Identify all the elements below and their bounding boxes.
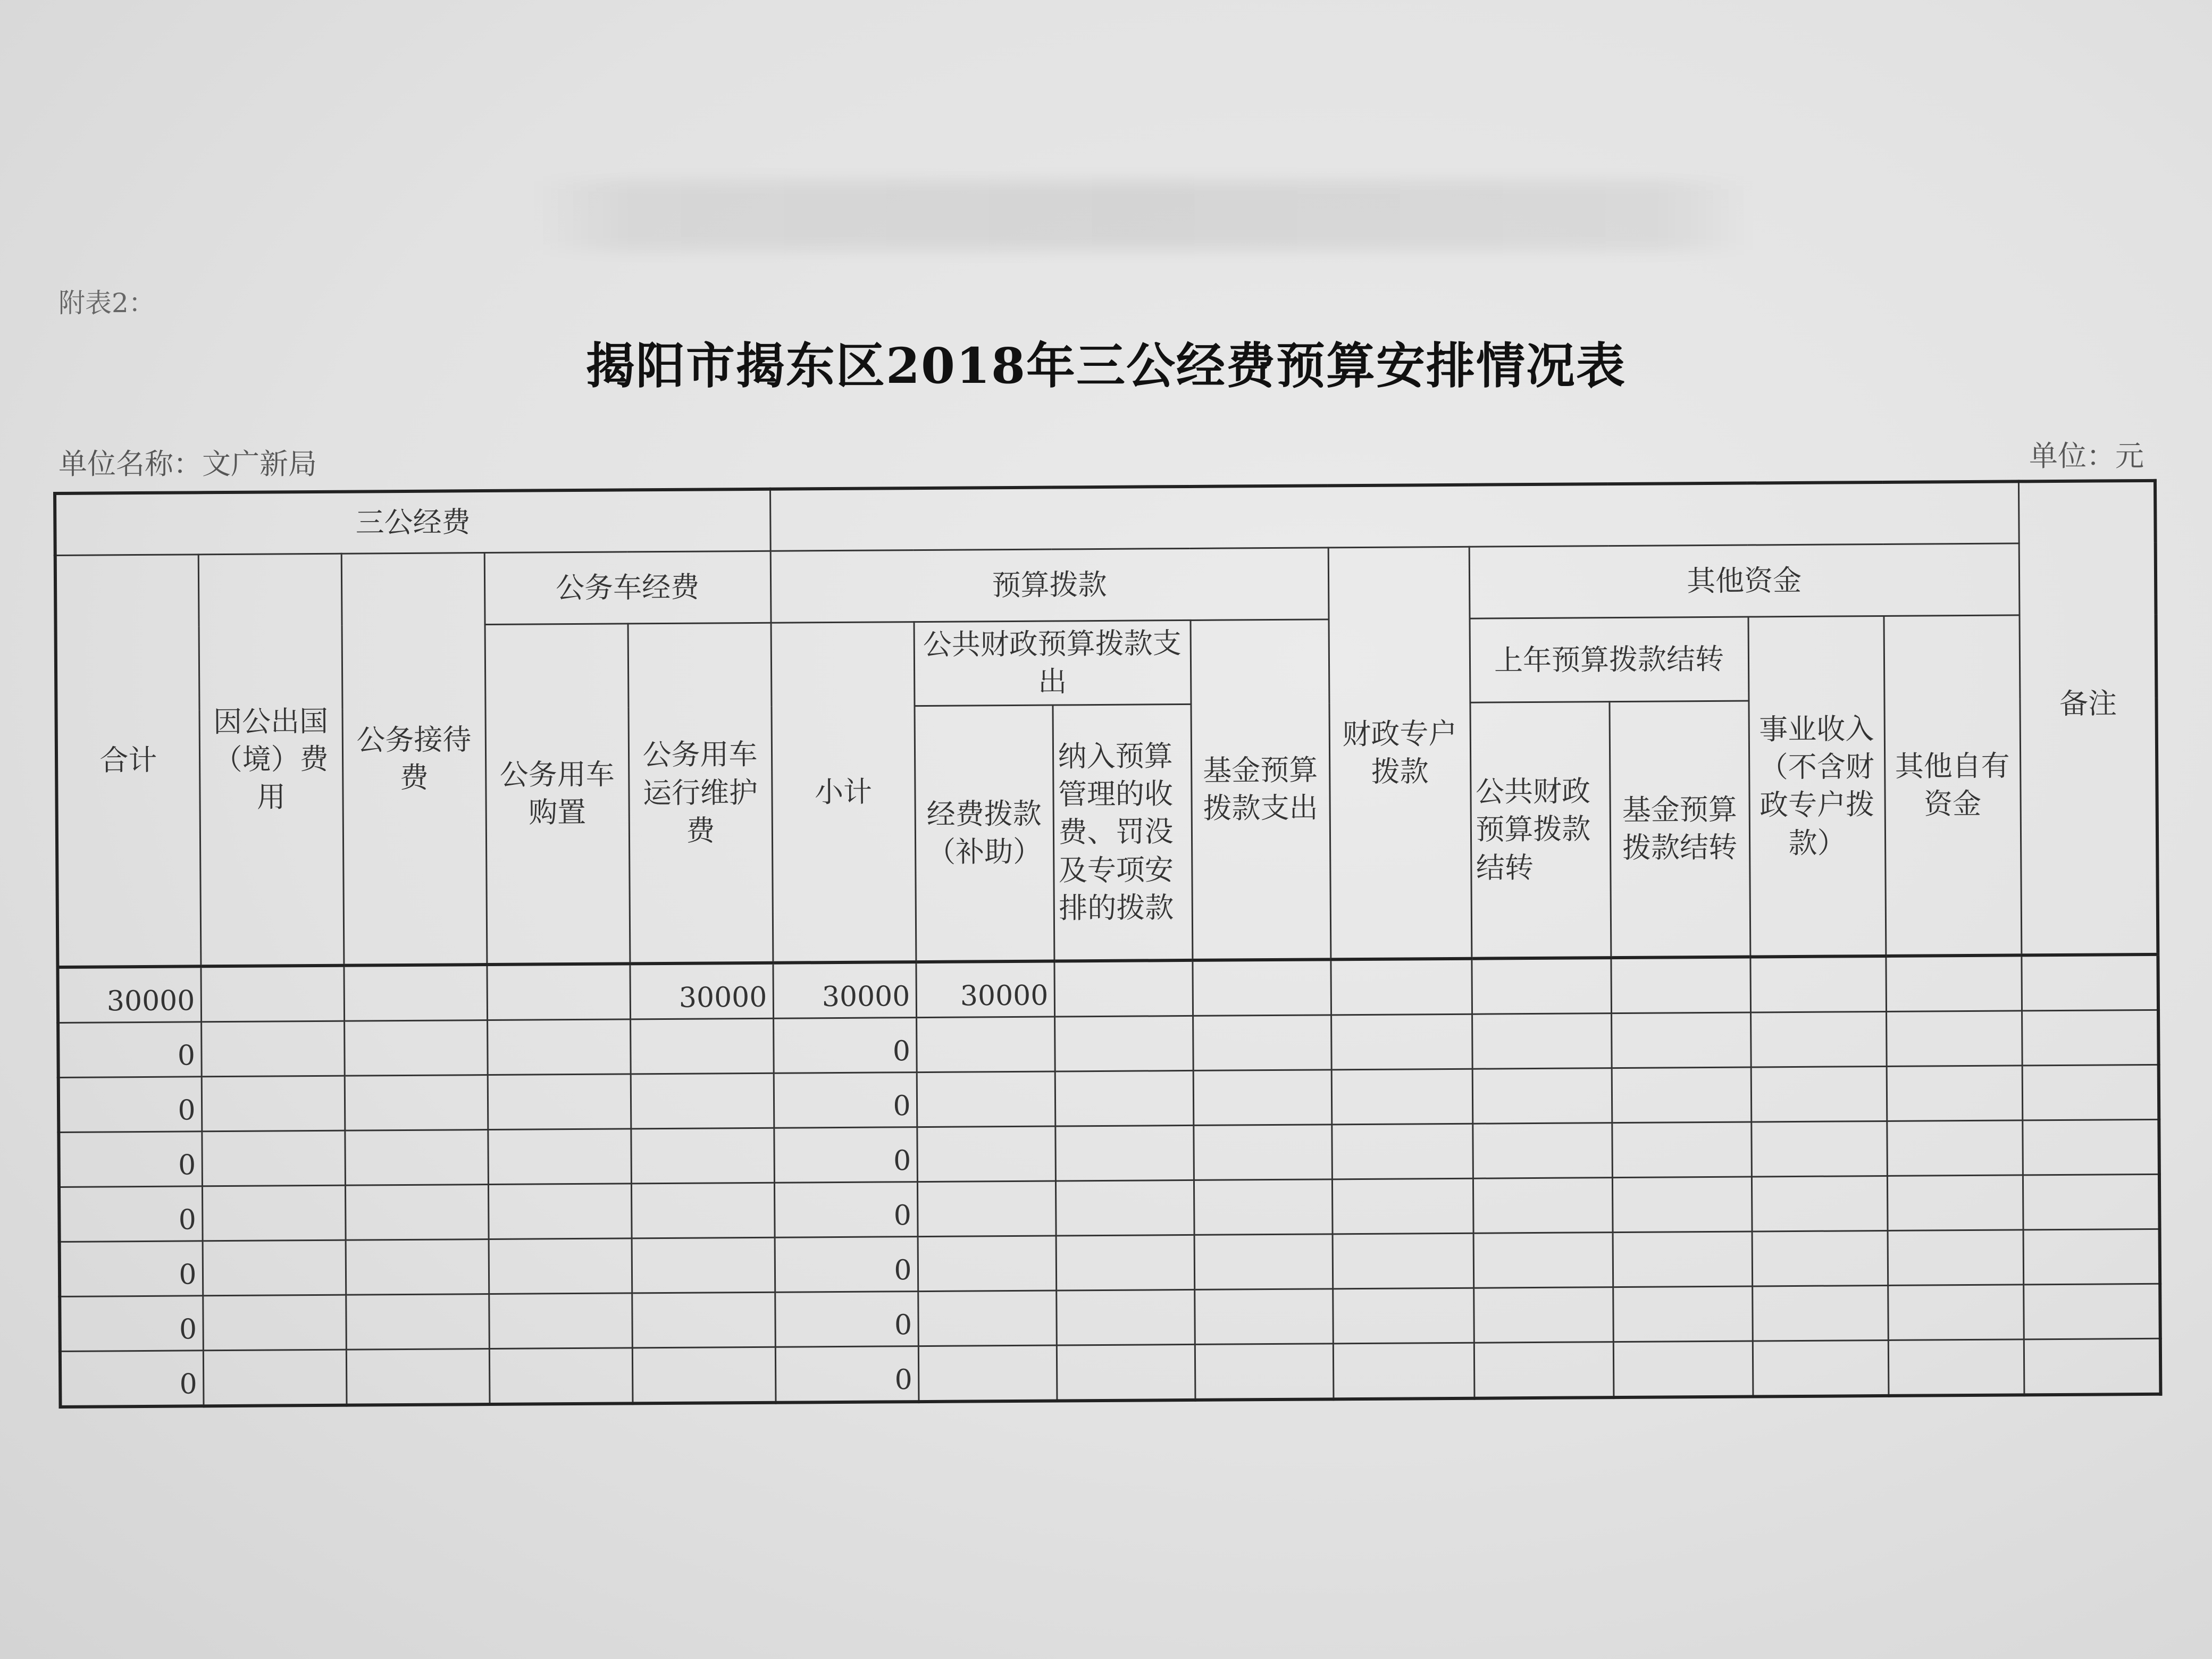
table-cell: 30000 [916,961,1054,1017]
table-cell [1333,1233,1474,1289]
table-cell: 0 [774,1182,918,1237]
header-fees-fines: 纳入预算管理的收费、罚没及专项安排的拨款 [1052,704,1192,961]
table-cell [1473,1287,1613,1343]
table-cell [1887,1120,2023,1176]
table-cell [1750,1011,1887,1067]
table-cell [202,1076,345,1132]
table-cell [488,1128,631,1184]
table-cell: 0 [60,1241,203,1296]
table-cell [1612,1122,1752,1178]
table-cell [1472,1068,1612,1124]
table-cell [202,1185,346,1241]
table-cell [1752,1285,1888,1341]
table-cell [1613,1341,1753,1397]
header-abroad: 因公出国（境）费用 [198,554,344,966]
table-body [57,954,2160,1406]
table-cell [1055,1070,1194,1126]
table-cell [1195,1343,1334,1400]
table-cell [631,1128,774,1184]
header-public-finance: 公共财政预算拨款支出 [914,620,1191,706]
header-car-maintenance: 公务用车运行维护费 [628,623,773,963]
table-cell [2021,954,2158,1010]
table-cell [346,1348,490,1405]
table-cell [346,1294,489,1350]
table-cell [1473,1177,1613,1233]
table-cell [488,1074,631,1129]
table-cell [1750,956,1886,1012]
table-cell [2022,1010,2159,1066]
table-cell [1331,1069,1473,1125]
table-cell: 0 [59,1186,203,1242]
table-cell [918,1291,1057,1346]
table-cell [1192,959,1331,1016]
page-title: 揭阳市揭东区2018年三公经费预算安排情况表 [585,337,1627,395]
table-cell: 0 [775,1236,918,1292]
table-cell: 30000 [630,962,773,1019]
table-cell [916,1017,1055,1073]
table-cell: 0 [775,1291,918,1347]
header-public-carryover: 公共财政预算拨款结转 [1470,701,1611,958]
header-subtotal: 小计 [771,622,916,963]
table-cell [489,1293,632,1348]
table-cell [1888,1229,2024,1285]
table-cell [1057,1344,1195,1401]
table-cell [1471,958,1611,1014]
table-cell [1611,957,1750,1013]
table-cell [1332,1178,1473,1234]
table-cell [1887,1175,2023,1230]
unit-name-label: 单位名称： [58,447,202,481]
header-carryover: 上年预算拨款结转 [1470,617,1749,702]
table-cell [1055,1125,1194,1181]
table-cell [1474,1342,1614,1398]
attachment-label: 附表2： [58,288,155,319]
header-business-income: 事业收入（不含财政专户拨款） [1748,616,1886,957]
table-cell: 0 [60,1295,203,1351]
header-funding: 经费拨款（补助） [915,705,1054,962]
table-cell [2022,1065,2159,1120]
table-cell [631,1183,775,1238]
table-cell [1751,1121,1887,1177]
table-cell [1752,1176,1888,1231]
table-cell [487,963,630,1020]
header-other-funds: 其他资金 [1469,543,2020,618]
table-cell [1333,1288,1474,1344]
header-reception: 公务接待费 [341,553,487,966]
header-fund-budget: 基金预算拨款支出 [1191,619,1331,960]
header-car-purchase: 公务用车购置 [485,624,630,965]
table-cell [2023,1229,2160,1285]
unit-name-value: 文广新局 [202,447,317,481]
table-cell: 0 [774,1127,917,1183]
table-cell [1473,1232,1613,1288]
table-cell [1193,1015,1331,1070]
table-cell [201,1021,345,1077]
budget-table [53,479,2162,1409]
table-cell [1886,955,2022,1011]
table-cell [1330,958,1472,1015]
header-budget-group: 预算拨款 [770,548,1329,623]
table-cell [632,1237,775,1293]
table-cell [1612,1177,1752,1233]
header-fund-carryover: 基金预算拨款结转 [1609,701,1750,958]
table-cell: 0 [775,1346,919,1402]
header-remarks: 备注 [2018,481,2158,955]
header-sangong: 三公经费 [55,489,770,556]
table-cell [1472,1122,1612,1178]
table-cell [1331,1124,1473,1179]
header-total: 合计 [55,555,201,967]
table-cell [487,1019,631,1075]
table-cell [1751,1066,1887,1122]
table-cell [917,1126,1055,1182]
table-cell [489,1347,633,1404]
table-cell [1333,1343,1474,1399]
table-cell [1752,1230,1888,1286]
table-cell [1886,1010,2022,1066]
table-cell [1056,1289,1195,1345]
table-cell [631,1073,774,1129]
table-cell [917,1181,1056,1237]
table-cell [1753,1340,1889,1396]
table-cell [630,1018,774,1074]
table-cell [1055,1180,1194,1236]
table-cell: 30000 [57,966,201,1023]
table-cell: 0 [58,1131,202,1187]
header-other-own: 其他自有资金 [1884,615,2022,956]
table-cell [918,1236,1057,1292]
header-car-group: 公务车经费 [484,551,771,624]
table-cell [489,1238,632,1294]
table-cell: 30000 [773,962,916,1018]
table-cell [488,1183,632,1239]
header-blank [770,481,2019,551]
table-cell [2024,1338,2161,1395]
table-cell [1194,1179,1333,1235]
header-special-account: 财政专户拨款 [1328,547,1472,959]
table-cell: 0 [60,1350,204,1406]
table-cell [203,1295,346,1351]
table-cell [345,1129,488,1185]
table-cell [632,1347,776,1403]
table-cell [1194,1234,1333,1289]
table-cell: 0 [774,1072,917,1128]
table-cell [632,1292,775,1348]
table-cell [1888,1339,2024,1395]
table-cell [200,965,344,1021]
table-cell [1056,1235,1195,1291]
table-cell [1331,1014,1472,1070]
bleed-through-text [532,181,1755,250]
table-cell [346,1239,489,1295]
table-cell [1612,1067,1752,1123]
table-cell: 0 [58,1076,202,1132]
table-cell [345,1075,488,1130]
table-cell [1613,1286,1753,1342]
table-cell [1194,1288,1333,1344]
table-cell [918,1345,1057,1402]
table-cell [1613,1231,1753,1287]
table-cell [1887,1065,2023,1121]
table-cell [2022,1119,2159,1175]
table-cell [344,1020,488,1076]
table-cell [203,1240,346,1296]
table-cell [1193,1069,1332,1125]
table-cell [2023,1284,2160,1339]
table-cell [1611,1012,1751,1068]
table-cell [345,1184,489,1240]
table-cell [343,965,487,1021]
table-cell [917,1071,1055,1127]
table-cell [1193,1124,1332,1180]
table-cell [1054,1016,1193,1071]
unit-name [58,441,317,482]
table-cell [203,1350,347,1406]
table-cell [202,1130,345,1186]
currency-unit: 单位：元 [2029,439,2144,473]
table-cell: 0 [58,1021,202,1077]
table-cell [1472,1013,1612,1069]
table-cell [1054,960,1193,1016]
table-cell: 0 [773,1017,917,1073]
table-cell [2023,1174,2160,1230]
table-cell [1888,1284,2024,1340]
